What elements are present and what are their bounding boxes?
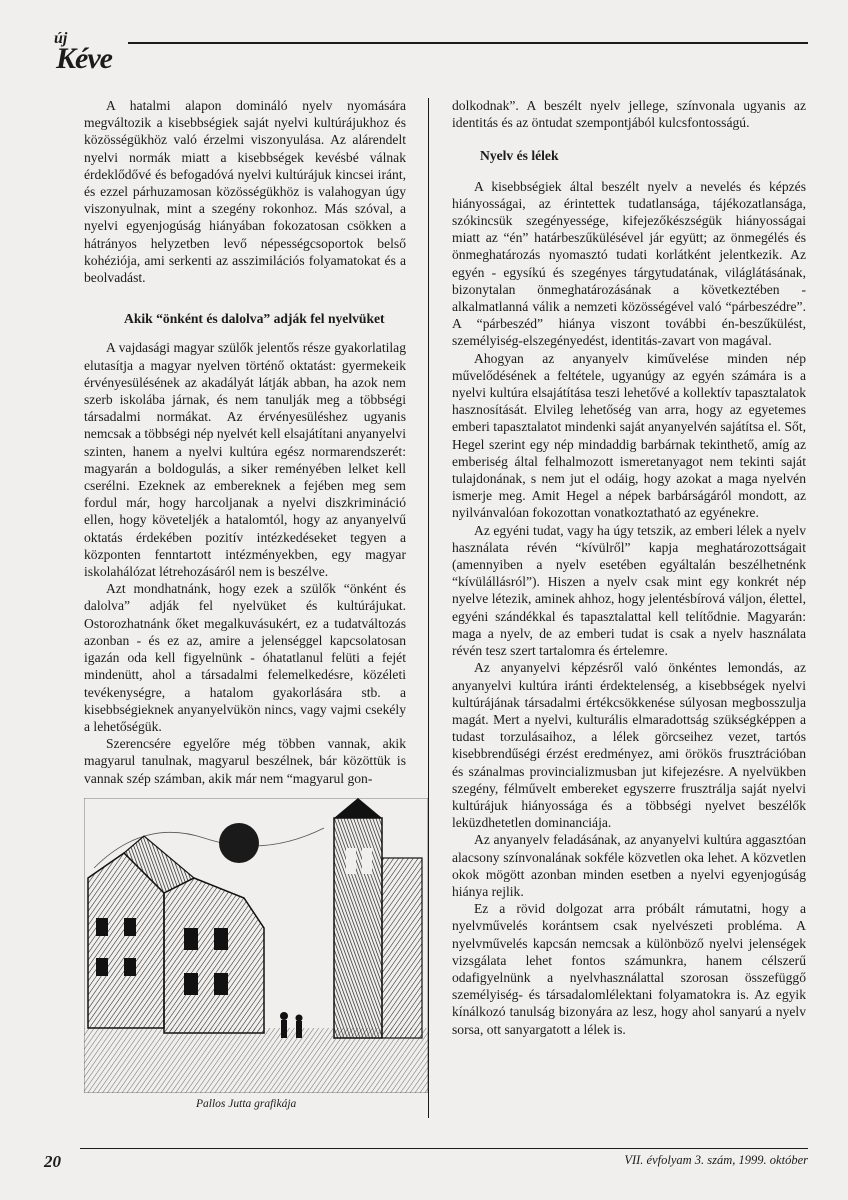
paragraph: Az anyanyelv feladásának, az anyanyelvi kultúra aggasztóan alacsony színvonalának sokféle közvetlen oka lehet. A közvetlen okok mögött azonban minden esetben a nyelvi egyenjogúság hiánya rejlik.	[452, 832, 806, 899]
paragraph: Az egyéni tudat, vagy ha úgy tetszik, az emberi lélek a nyelv használata révén “kívülről” kapja meghatározottságait (amennyiben a nyelv esetében egyáltalán beszélhetnénk “kívülállásról”). Hiszen a nyelv csak mint egy konkrét nép nyelve létezik, aminek ahhoz, hogy jelentésbírová váljon, élettel, egyéni szándékkal és tapasztalattal kell telítődnie. Magyarán: maga a nyelv, de az emberi tudat is csak a nyelv használata révén tesz szert tartalomra és értelemre.	[452, 522, 806, 659]
town-illustration	[84, 798, 428, 1093]
illustration-caption: Pallos Jutta grafikája	[196, 1098, 297, 1110]
church-tower	[334, 798, 422, 1038]
paragraph: Az anyanyelvi képzésről való önkéntes lemondás, az anyanyelvi kultúra iránti érdektelenség, a kisebbségek nyelvi kultúrájának társadalmi értékcsökkenése súlyosan megbosszulja magát. Mert a nyelvi, kulturális elmaradottság szükségképpen a tudast torzulásaihoz, a lélek görcseihez vezet, tartós kisebbrendűségi érzést eredményez, ami örökös frusztrációban és szánalmas provincializmusban jut kifejezésre. A nyelvükben szegény, félművelt embereket egyszerre frusztrálja saját nyelvi kultúrájuk hiányossága és a többségi nyelvet beszélők leküzdhetetlen dominanciája.	[452, 660, 806, 831]
middle-house	[164, 878, 264, 1033]
right-column	[452, 97, 806, 1038]
column-divider	[428, 98, 429, 1118]
logo-uj: új	[54, 30, 68, 47]
paragraph: A hatalmi alapon domináló nyelv nyomására megváltozik a kisebbségiek saját nyelvi kultúrájukhoz és közösségükhöz való érzelmi viszonyulása. Az alárendelt nyelvi normák miatt a kisebbségek kevésbé válnak érdeklődővé és befogadóvá nyelvi kultúrájuk kincsei iránt, és ezzel párhuzamosan közösségükhöz is valahogyan úgy viszonyulnak, mint a szegény rokonhoz. Más szóval, a nyelvi egyenjogúság hiányában fokozatosan csökken a hátrányos helyzetben levő népességcsoportok belső kohéziója, ami serkenti az asszimilációs folyamatokat és a beolvadást.	[84, 98, 406, 286]
section-heading: Akik “önként és dalolva” adják fel nyelvüket	[124, 311, 385, 327]
logo-keve: Kéve	[56, 42, 112, 75]
issue-info: VII. évfolyam 3. szám, 1999. október	[624, 1153, 808, 1167]
left-column	[84, 97, 406, 787]
header-rule	[128, 42, 808, 44]
paragraph: Ahogyan az anyanyelv kiművelése minden nép művelődésének a feltétele, ugyanúgy az egyén számára is a nyelvi kultúra elsajátítása teszi lehetővé a kollektív tapasztalatok hasznosítását. Elvileg lehetőség van arra, hogy az egyetemes emberi tapasztalatot mindenki saját anyanyelvén sajátítsa el. Sőt, Hegel szerint egy nép mindaddig barbárnak tekinthető, amíg az emberiség által felhalmozott ismeretanyagot nem tekinti saját tulajdonának, s nem jut el odáig, hogy azokat a maga nyelvén ismerje meg. Amit Hegel a népek barbárságáról mondott, az nyilvánvalóan fokozottan vonatkoztatható az egyénekre.	[452, 350, 806, 521]
paragraph: A kisebbségiek által beszélt nyelv a nevelés és képzés hiányosságai, az érintettek tudatlansága, tájékozatlansága, szókincsük szegényessége, kifejezőkészségük hiányosságai miatt az “én” határbeszűkülésével jár együtt; az önmegélés és önmeghatározás nyomasztó tudati korlátként jelentkezik. Az egyén - egysíkú és szegényes tárgytudatának, világlátásának, bizonytalan önmeghatározásának a következtében - alkalmatlanná válik a nemzeti közösségével való “párbeszédre”. A “párbeszéd” hiánya viszont további én-beszűkülést, személyiség-elszegényedést, identitás-zavart von magával.	[452, 178, 806, 349]
paragraph: Azt mondhatnánk, hogy ezek a szülők “önként és dalolva” adják fel nyelvüket és kultúrájukat. Ostorozhatnánk őket megalkuvásukért, ez a tudatváltozás azonban - és ez az, amire a jelenséggel kapcsolatosan igazán oda kell figyelnünk - óhatatlanul felüti a fejét mindenütt, ahol a társadalmi felemelkedésre, közéleti tevékenységre, a hatalom gyakorlására stb. a kisebbségieknek anyanyelvükön nincs, vagy vajmi csekély a lehetőségük.	[84, 581, 406, 734]
footer-rule	[80, 1148, 808, 1149]
paragraph: A vajdasági magyar szülők jelentős része gyakorlatilag elutasítja a magyar nyelven történő oktatást: gyermekeik érvényesülésének az akadályát látják abban, ha azok nem szerb iskolába járnak, és nem tanulják meg a többségi társadalmi normákat. Az érvényesüléshez ugyanis nemcsak a többségi nép nyelvét kell elsajátítani anyanyelvi szinten, hanem a nyelvi kultúra egész normarendszerét: magyarán a boldogulás, a siker reményében lelket kell cserélni. Ezeknek az embereknek a fejében meg sem fordul már, hogy harcoljanak a nyelvi diszkrimináció ellen, hogy követeljék a hatalomtól, hogy az anyanyelvű oktatás érdekében pozitív intézkedéseket tegyen a központen fenntartott intézményekben, egy magyar iskolahálózat létrehozásáról nem is beszélve.	[84, 340, 406, 580]
paragraph: Ez a rövid dolgozat arra próbált rámutatni, hogy a nyelvművelés korántsem csak nyelvészeti probléma. A nyelvművelés kapcsán nemcsak a különböző nyelvi jelenségek vizsgálata lehet fontos számunkra, hanem célszerű odafigyelnünk a nyelvhasználattal szorosan összefüggő személyiség- és társadalomlélektani folyamatokra is. Az egyik kínálkozó tanulság bizonyára az lesz, hogy ahol sanyarú a nyelv sorsa, ott sanyargatott a lélek is.	[452, 901, 806, 1037]
sun-shape	[219, 823, 259, 863]
paragraph: dolkodnak”. A beszélt nyelv jellege, színvonala ugyanis az identitás és az öntudat szempontjából kulcsfontosságú.	[452, 98, 806, 131]
section-heading: Nyelv és lélek	[480, 148, 559, 164]
paragraph: Szerencsére egyelőre még többen vannak, akik magyarul tanulnak, magyarul beszélnek, bár közöttük is vannak szép számban, akik már nem “magyarul gon-	[84, 736, 406, 786]
page-number: 20	[44, 1152, 61, 1171]
